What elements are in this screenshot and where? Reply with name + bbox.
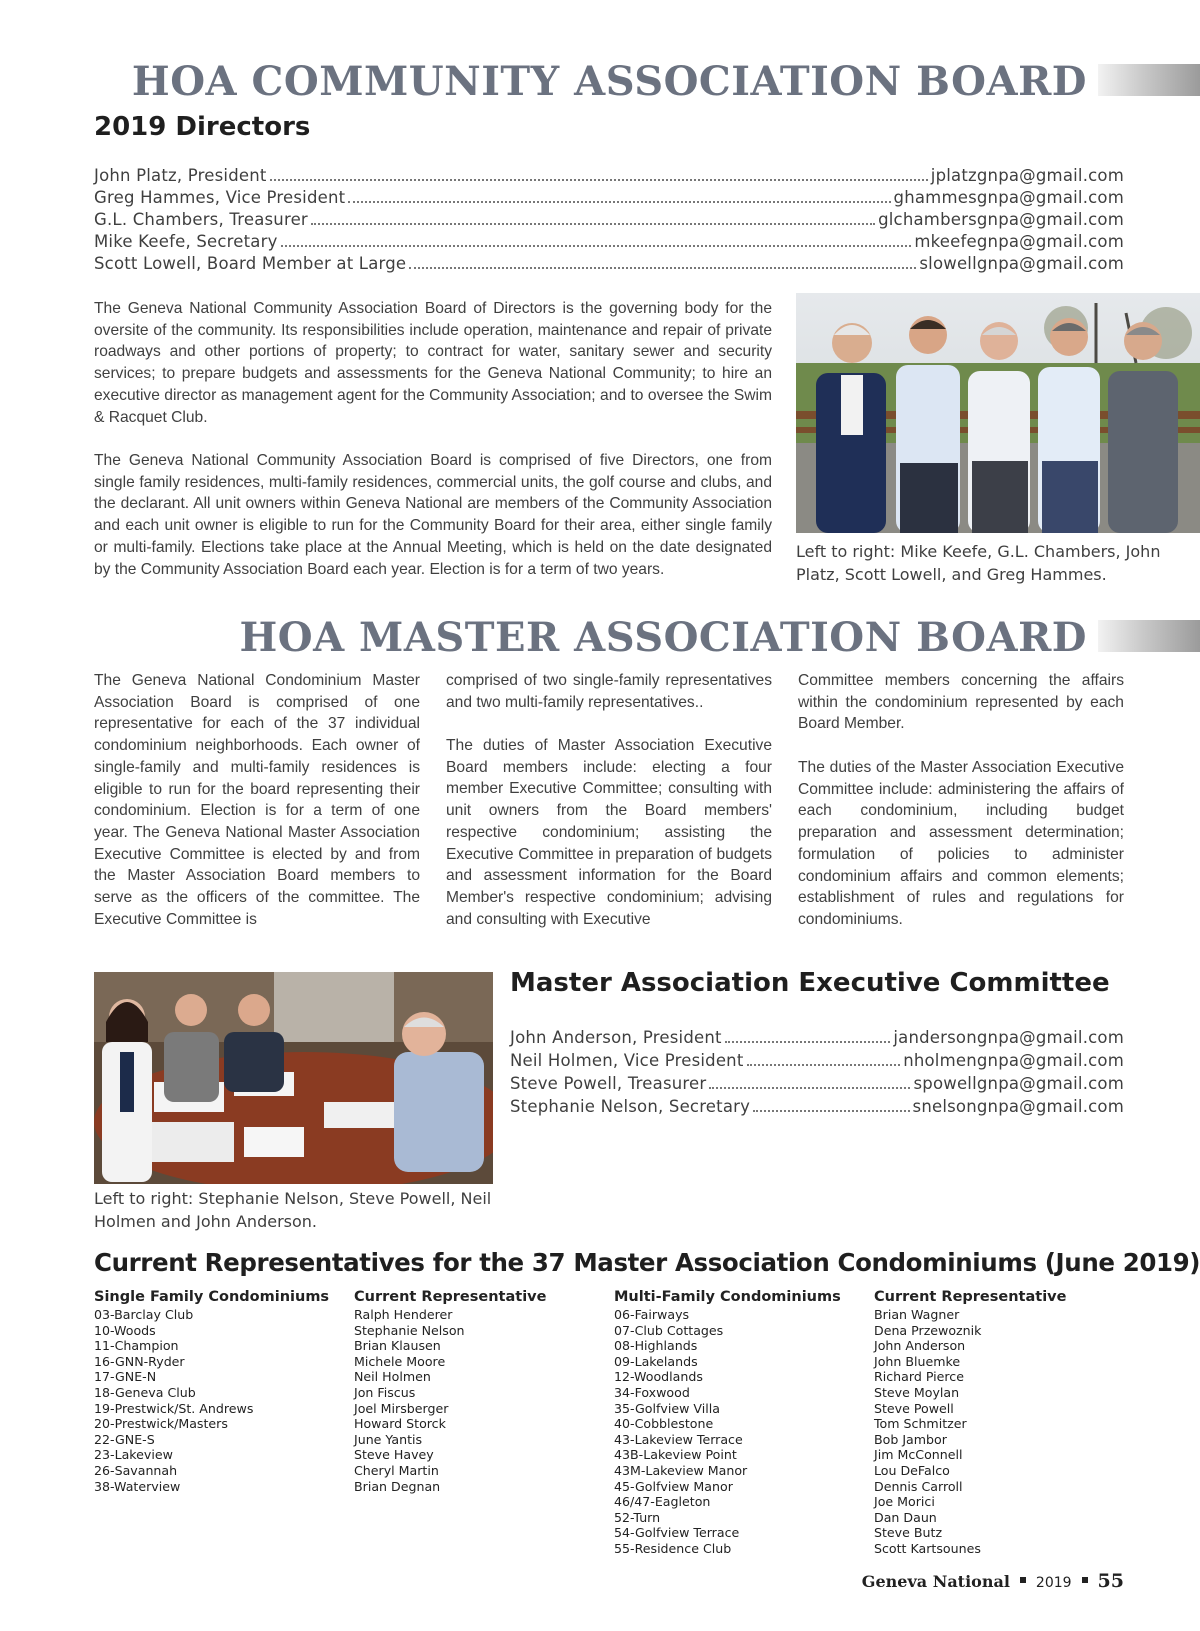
- table-cell: June Yantis: [354, 1431, 423, 1447]
- committee-row: [510, 1074, 1124, 1097]
- community-board-title: HOA COMMUNITY ASSOCIATION BOARD: [131, 58, 1087, 105]
- table-cell: 54-Golfview Terrace: [614, 1525, 740, 1541]
- table-cell: 09-Lakelands: [614, 1353, 698, 1369]
- table-cell: Jim McConnell: [874, 1447, 963, 1463]
- table-cell: John Anderson: [874, 1338, 966, 1354]
- banner-gradient-bar: [1098, 620, 1200, 652]
- multi-family-list: [614, 1307, 874, 1557]
- table-cell: Jon Fiscus: [354, 1384, 416, 1400]
- director-name: Greg Hammes, Vice President: [94, 188, 346, 207]
- table-cell: Cheryl Martin: [354, 1462, 439, 1478]
- committee-email: snelsongnpa@gmail.com: [912, 1097, 1124, 1116]
- committee-photo: [94, 972, 493, 1184]
- committee-row: [510, 1097, 1124, 1120]
- committee-email: jandersongnpa@gmail.com: [893, 1028, 1124, 1047]
- director-email: slowellgnpa@gmail.com: [919, 254, 1124, 273]
- committee-row: [510, 1028, 1124, 1051]
- director-row: [94, 210, 1124, 232]
- table-cell: Dan Daun: [874, 1509, 937, 1525]
- table-cell: 22-GNE-S: [94, 1431, 155, 1447]
- single-family-column: [94, 1287, 354, 1557]
- footer-brand: Geneva National: [861, 1572, 1010, 1591]
- table-cell: Neil Holmen: [354, 1369, 431, 1385]
- committee-row: [510, 1051, 1124, 1074]
- single-rep-header: Current Representative: [354, 1289, 547, 1305]
- director-row: [94, 254, 1124, 276]
- banner-gradient-bar: [1098, 64, 1200, 96]
- table-cell: Stephanie Nelson: [354, 1322, 465, 1338]
- community-board-banner: [0, 54, 1200, 110]
- table-cell: Howard Storck: [354, 1416, 446, 1432]
- table-cell: Brian Klausen: [354, 1338, 441, 1354]
- table-cell: Joe Morici: [874, 1494, 935, 1510]
- director-email: jplatzgnpa@gmail.com: [930, 166, 1124, 185]
- table-cell: 38-Waterview: [94, 1478, 181, 1494]
- table-cell: 16-GNN-Ryder: [94, 1353, 185, 1369]
- committee-email: nholmengnpa@gmail.com: [903, 1051, 1124, 1070]
- master-board-title: HOA MASTER ASSOCIATION BOARD: [239, 614, 1087, 661]
- director-name: Scott Lowell, Board Member at Large: [94, 254, 407, 273]
- table-cell: Michele Moore: [354, 1353, 446, 1369]
- directors-photo: [796, 293, 1200, 533]
- table-cell: 11-Champion: [94, 1338, 179, 1354]
- table-cell: Steve Powell: [874, 1400, 954, 1416]
- single-family-list: [94, 1307, 354, 1494]
- table-cell: Joel Mirsberger: [354, 1400, 449, 1416]
- table-cell: John Bluemke: [874, 1353, 961, 1369]
- master-column-2a: comprised of two single-family representatives and two multi-family representatives..: [446, 672, 772, 711]
- table-cell: 07-Club Cottages: [614, 1322, 724, 1338]
- page-number: 55: [1097, 1570, 1124, 1592]
- committee-name: John Anderson, President: [510, 1028, 722, 1047]
- table-cell: 23-Lakeview: [94, 1447, 173, 1463]
- committee-photo-caption: Left to right: Stephanie Nelson, Steve Powell, Neil Holmen and John Anderson.: [94, 1189, 492, 1231]
- table-cell: 18-Geneva Club: [94, 1384, 196, 1400]
- table-cell: Lou DeFalco: [874, 1462, 950, 1478]
- table-cell: Dennis Carroll: [874, 1478, 963, 1494]
- master-column-2b: The duties of Master Association Executive Board members include: electing a four member Executive Committee; consulting with unit owners from the Board members' respective condominium; assisting the Executive Committee in preparation of budgets and assessment information for the Board Member's respective condominium; advising and consulting with Executive: [446, 737, 772, 928]
- director-name: John Platz, President: [94, 166, 267, 185]
- table-cell: Dena Przewoznik: [874, 1322, 982, 1338]
- table-cell: 55-Residence Club: [614, 1540, 732, 1556]
- multi-family-header: Multi-Family Condominiums: [614, 1289, 841, 1305]
- multi-rep-list: [874, 1307, 1134, 1557]
- representatives-heading: Current Representatives for the 37 Master Association Condominiums (June 2019): [94, 1248, 1200, 1277]
- director-name: Mike Keefe, Secretary: [94, 232, 278, 251]
- table-cell: 43B-Lakeview Point: [614, 1447, 737, 1463]
- table-cell: 17-GNE-N: [94, 1369, 157, 1385]
- director-row: [94, 166, 1124, 188]
- multi-rep-header: Current Representative: [874, 1289, 1067, 1305]
- table-cell: Brian Degnan: [354, 1478, 441, 1494]
- table-cell: Bob Jambor: [874, 1431, 947, 1447]
- committee-email: spowellgnpa@gmail.com: [913, 1074, 1124, 1093]
- directors-list: [94, 166, 1124, 276]
- table-cell: Richard Pierce: [874, 1369, 964, 1385]
- master-column-1: The Geneva National Condominium Master Association Board is comprised of one representative for each of the 37 individual condominium neighborhoods. Each owner of single-family and multi-family residences is eligible to run for the board representing their condominium. Election is for a term of one year. The Geneva National Master Association Executive Committee is elected by and from the Master Association Board members to serve as the officers of the committee. The Executive Committee is: [94, 672, 420, 928]
- table-cell: 34-Foxwood: [614, 1384, 690, 1400]
- table-cell: 10-Woods: [94, 1322, 156, 1338]
- community-paragraph-2: The Geneva National Community Association Board is comprised of five Directors, one from single family residences, multi-family residences, commercial units, the golf course and clubs, and the declarant. All unit owners within Geneva National are members of the Community Association and each unit owner is eligible to run for the Community Board for their area, either single family or multi-family. Elections take place at the Annual Meeting, which is held on the date designated by the Community Association Board each year. Election is for a term of two years.: [94, 452, 772, 578]
- single-family-header: Single Family Condominiums: [94, 1289, 330, 1305]
- table-cell: 35-Golfview Villa: [614, 1400, 720, 1416]
- directors-heading: 2019 Directors: [94, 112, 311, 142]
- single-rep-list: [354, 1307, 614, 1494]
- director-email: mkeefegnpa@gmail.com: [914, 232, 1124, 251]
- table-cell: Scott Kartsounes: [874, 1540, 981, 1556]
- table-cell: 26-Savannah: [94, 1462, 178, 1478]
- table-cell: Steve Havey: [354, 1447, 434, 1463]
- table-cell: Brian Wagner: [874, 1307, 960, 1322]
- table-cell: 06-Fairways: [614, 1307, 690, 1322]
- committee-name: Stephanie Nelson, Secretary: [510, 1097, 751, 1116]
- page-footer: [862, 1570, 1124, 1592]
- table-cell: 08-Highlands: [614, 1338, 698, 1354]
- table-cell: Ralph Henderer: [354, 1307, 453, 1322]
- table-cell: 19-Prestwick/St. Andrews: [94, 1400, 254, 1416]
- table-cell: 43M-Lakeview Manor: [614, 1462, 748, 1478]
- table-cell: 03-Barclay Club: [94, 1307, 194, 1322]
- table-cell: 45-Golfview Manor: [614, 1478, 733, 1494]
- directors-photo-caption: Left to right: Mike Keefe, G.L. Chambers, John Platz, Scott Lowell, and Greg Hammes.: [796, 542, 1161, 584]
- committee-name: Neil Holmen, Vice President: [510, 1051, 744, 1070]
- table-cell: 43-Lakeview Terrace: [614, 1431, 743, 1447]
- director-name: G.L. Chambers, Treasurer: [94, 210, 308, 229]
- community-paragraph-1: The Geneva National Community Association Board of Directors is the governing body for the oversite of the community. Its responsibilities include operation, maintenance and repair of private roadways and other portions of property; to contract for water, sanitary sewer and security services; to prepare budgets and assessments for the Geneva National Community; to hire an executive director as management agent for the Community Association; and to oversee the Swim & Racquet Club.: [94, 300, 772, 426]
- committee-heading: Master Association Executive Committee: [510, 968, 1110, 998]
- table-cell: Tom Schmitzer: [874, 1416, 967, 1432]
- table-cell: 52-Turn: [614, 1509, 661, 1525]
- committee-list: [510, 1028, 1124, 1120]
- master-column-3a: Committee members concerning the affairs within the condominium represented by each Board Member.: [798, 672, 1124, 733]
- multi-family-column: [614, 1287, 874, 1557]
- footer-year: 2019: [1035, 1575, 1072, 1591]
- director-row: [94, 188, 1124, 210]
- table-cell: 12-Woodlands: [614, 1369, 703, 1385]
- table-cell: 40-Cobblestone: [614, 1416, 714, 1432]
- table-cell: Steve Moylan: [874, 1384, 960, 1400]
- master-board-banner: [0, 610, 1200, 666]
- representatives-table: [94, 1287, 1134, 1557]
- multi-rep-column: [874, 1287, 1134, 1557]
- committee-name: Steve Powell, Treasurer: [510, 1074, 707, 1093]
- table-cell: 20-Prestwick/Masters: [94, 1416, 228, 1432]
- director-email: ghammesgnpa@gmail.com: [893, 188, 1124, 207]
- table-cell: Steve Butz: [874, 1525, 943, 1541]
- footer-separator: [1082, 1577, 1088, 1583]
- director-email: glchambersgnpa@gmail.com: [878, 210, 1124, 229]
- footer-separator: [1020, 1577, 1026, 1583]
- single-rep-column: [354, 1287, 614, 1557]
- master-column-3b: The duties of the Master Association Executive Committee include: administering the affairs of each condominium, including budget preparation and assessment determination; formulation of policies to administer condominium affairs and common elements; establishment of rules and regulations for condominiums.: [798, 759, 1124, 928]
- table-cell: 46/47-Eagleton: [614, 1494, 711, 1510]
- director-row: [94, 232, 1124, 254]
